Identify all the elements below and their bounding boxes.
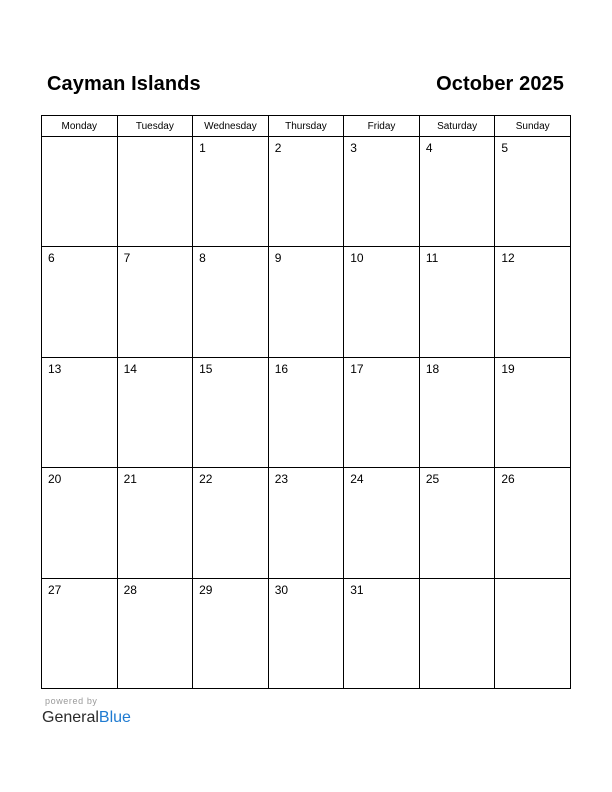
day-number: 12 (501, 251, 515, 266)
day-cell (419, 247, 495, 357)
weekday-saturday: Saturday (419, 116, 495, 137)
day-cell (193, 357, 269, 467)
brand-general: General (42, 709, 99, 726)
day-cell (419, 357, 495, 467)
day-number: 23 (274, 472, 289, 487)
day-cell (495, 357, 571, 467)
day-number: 9 (274, 251, 282, 266)
day-number: 6 (48, 251, 55, 266)
day-cell (117, 578, 193, 688)
day-cell (268, 468, 344, 578)
day-number: 4 (425, 141, 433, 155)
brand-blue: Blue (98, 709, 131, 726)
day-number: 15 (199, 361, 213, 376)
day-cell (419, 578, 495, 688)
weekday-header-row (42, 116, 571, 137)
weekday-monday: Monday (42, 116, 118, 137)
weekday-sunday: Sunday (495, 116, 571, 137)
day-number: 27 (48, 582, 62, 597)
day-number: 10 (350, 251, 364, 266)
day-cell (344, 468, 420, 578)
day-cell (193, 247, 269, 357)
day-cell (42, 578, 118, 688)
day-cell (117, 137, 193, 247)
calendar-grid (41, 115, 571, 689)
day-cell (268, 137, 344, 247)
day-number: 3 (350, 141, 357, 155)
day-number: 1 (199, 141, 206, 155)
day-cell (495, 468, 571, 578)
day-cell (268, 357, 344, 467)
day-cell (344, 578, 420, 688)
day-number: 17 (350, 361, 364, 376)
brand-wordmark (42, 708, 131, 728)
day-cell (193, 137, 269, 247)
day-cell (193, 468, 269, 578)
day-number: 18 (425, 361, 440, 376)
day-cell (495, 247, 571, 357)
day-number: 7 (123, 251, 131, 266)
day-cell (268, 578, 344, 688)
week-row (42, 247, 571, 357)
week-row (42, 468, 571, 578)
generalblue-logo[interactable] (42, 696, 131, 728)
day-number: 25 (425, 472, 440, 487)
day-number: 16 (274, 361, 289, 376)
day-number: 8 (199, 251, 206, 266)
day-cell (42, 137, 118, 247)
day-number: 2 (274, 141, 282, 155)
day-cell (495, 137, 571, 247)
day-cell (344, 247, 420, 357)
day-number: 30 (274, 582, 289, 597)
week-row (42, 357, 571, 467)
weekday-wednesday: Wednesday (193, 116, 269, 137)
day-cell (344, 137, 420, 247)
day-number: 22 (199, 472, 213, 487)
day-number: 21 (123, 472, 137, 487)
day-cell (117, 357, 193, 467)
day-number: 11 (425, 251, 439, 266)
week-row (42, 578, 571, 688)
day-number: 14 (123, 361, 137, 376)
day-cell (42, 468, 118, 578)
month-year-title: October 2025 (436, 73, 564, 95)
day-cell (117, 247, 193, 357)
day-cell (42, 357, 118, 467)
day-cell (268, 247, 344, 357)
day-number: 28 (123, 582, 137, 597)
day-number: 29 (199, 582, 213, 597)
weekday-friday: Friday (344, 116, 420, 137)
powered-by-text: powered by (45, 696, 98, 706)
day-cell (495, 578, 571, 688)
day-number: 31 (350, 582, 364, 597)
day-number: 20 (48, 472, 62, 487)
day-number: 26 (501, 472, 515, 487)
country-title: Cayman Islands (47, 73, 201, 95)
day-number: 13 (48, 361, 62, 376)
weekday-thursday: Thursday (268, 116, 344, 137)
day-number: 19 (501, 361, 515, 376)
day-cell (193, 578, 269, 688)
week-row (42, 137, 571, 247)
day-number: 24 (350, 472, 364, 487)
day-cell (344, 357, 420, 467)
day-number: 5 (501, 141, 509, 155)
day-cell (117, 468, 193, 578)
day-cell (419, 137, 495, 247)
weekday-tuesday: Tuesday (117, 116, 193, 137)
day-cell (419, 468, 495, 578)
day-cell (42, 247, 118, 357)
